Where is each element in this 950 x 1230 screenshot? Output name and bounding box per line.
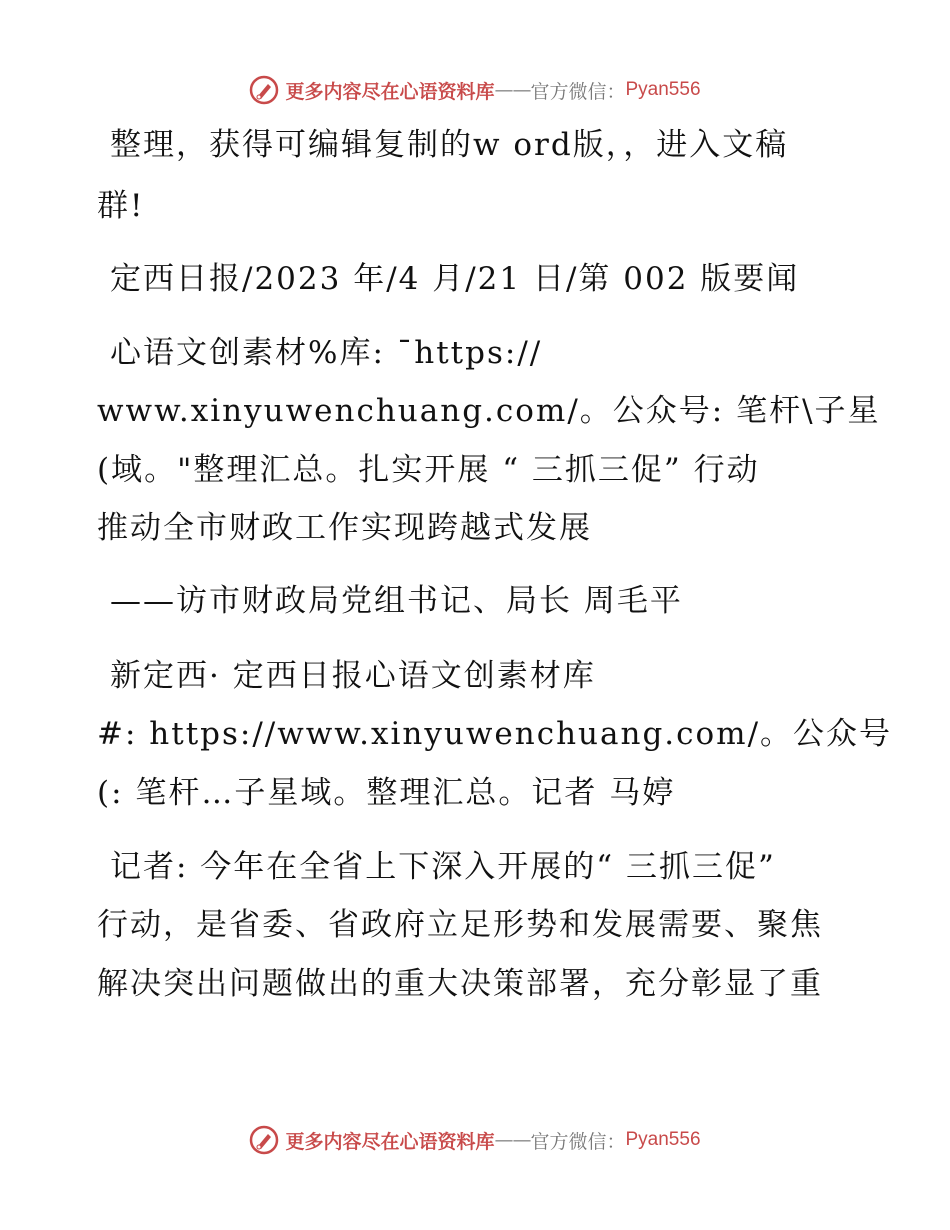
banner-main-text: 更多内容尽在心语资料库 xyxy=(285,1130,495,1153)
text-line: 推动全市财政工作实现跨越式发展 xyxy=(97,510,592,546)
pen-nib-logo-icon xyxy=(249,75,279,105)
text-line: 定西日报/2023 年/4 月/21 日/第 002 版要闻 xyxy=(110,261,800,297)
banner-wechat-id: Pyan556 xyxy=(625,1129,701,1150)
banner-official-label: 官方微信： xyxy=(530,80,626,103)
text-line: #: https://www.xinyuwenchuang.com/。公众号 xyxy=(97,716,893,752)
text-line: 新定西· 定西日报心语文创素材库 xyxy=(110,658,596,694)
text-line: www.xinyuwenchuang.com/。公众号: 笔杆\子星 xyxy=(97,393,881,429)
banner-official-label: 官方微信： xyxy=(530,1130,626,1153)
banner-dash: —— xyxy=(494,1129,531,1151)
banner-wechat-id: Pyan556 xyxy=(625,79,701,100)
header-banner xyxy=(0,70,950,110)
pen-nib-logo-icon xyxy=(249,1125,279,1155)
text-line: 解决突出问题做出的重大决策部署，充分彰显了重 xyxy=(97,966,823,1002)
text-line: ——访市财政局党组书记、局长 周毛平 xyxy=(110,583,683,619)
text-line: 行动，是省委、省政府立足形势和发展需要、聚焦 xyxy=(97,907,823,943)
text-line: (: 笔杆…子星域。整理汇总。记者 马婷 xyxy=(97,775,676,811)
text-line: 心语文创素材%库: ¯https:// xyxy=(110,335,543,371)
text-line: 整理，获得可编辑复制的w ord版，，进入文稿 xyxy=(110,127,789,163)
text-line: 群! xyxy=(97,188,145,224)
footer-banner xyxy=(0,1120,950,1160)
banner-dash: —— xyxy=(494,79,531,101)
text-line: (域。"整理汇总。扎实开展 “ 三抓三促” 行动 xyxy=(97,452,760,488)
banner-main-text: 更多内容尽在心语资料库 xyxy=(285,80,495,103)
text-line: 记者: 今年在全省上下深入开展的“ 三抓三促” xyxy=(110,849,776,885)
